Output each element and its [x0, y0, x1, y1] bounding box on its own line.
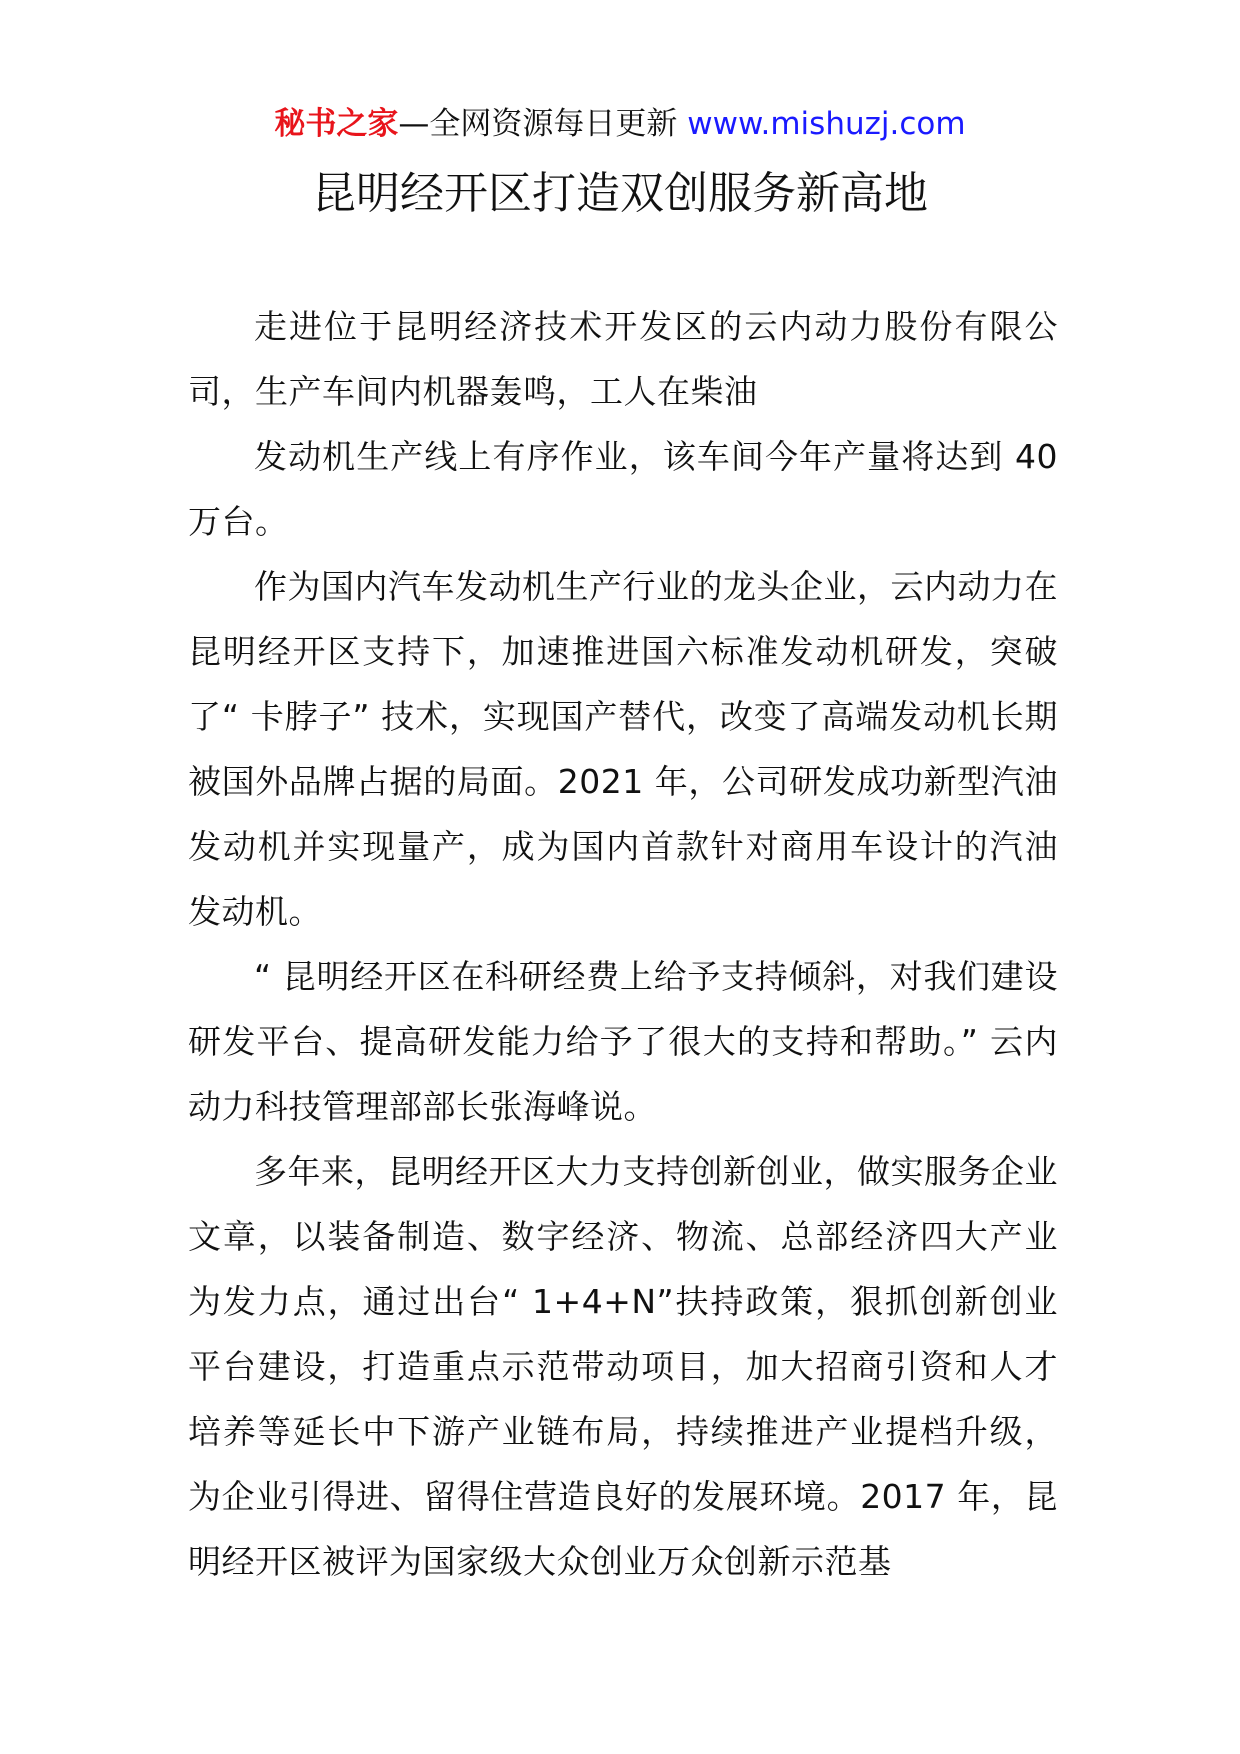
document-body: [188, 294, 1058, 1594]
brand-name: 秘书之家: [274, 106, 399, 142]
document-title: 昆明经开区打造双创服务新高地: [312, 168, 928, 219]
site-header: [0, 102, 1240, 146]
paragraph-1: 走进位于昆明经济技术开发区的云内动力股份有限公司，生产车间内机器轰鸣，工人在柴油: [188, 307, 1058, 411]
paragraph-3: 作为国内汽车发动机生产行业的龙头企业，云内动力在昆明经开区支持下，加速推进国六标准发动机研发，突破了“ 卡脖子” 技术，实现国产替代，改变了高端发动机长期被国外品牌占据的局面。2021 年，公司研发成功新型汽油发动机并实现量产，成为国内首款针对商用车设计的汽油发动机。: [188, 567, 1058, 931]
header-tagline: —全网资源每日更新: [398, 106, 678, 142]
site-url-link[interactable]: www.mishuzj.com: [687, 106, 966, 142]
paragraph-4: “ 昆明经开区在科研经费上给予支持倾斜，对我们建设研发平台、提高研发能力给予了很大的支持和帮助。” 云内动力科技管理部部长张海峰说。: [188, 957, 1058, 1126]
paragraph-5: 多年来，昆明经开区大力支持创新创业，做实服务企业文章，以装备制造、数字经济、物流、总部经济四大产业为发力点，通过出台“ 1+4+N”扶持政策，狠抓创新创业平台建设，打造重点示范带动项目，加大招商引资和人才培养等延长中下游产业链布局，持续推进产业提档升级，为企业引得进、留得住营造良好的发展环境。2017 年，昆明经开区被评为国家级大众创业万众创新示范基: [188, 1152, 1058, 1581]
paragraph-2: 发动机生产线上有序作业，该车间今年产量将达到 40 万台。: [188, 437, 1058, 541]
